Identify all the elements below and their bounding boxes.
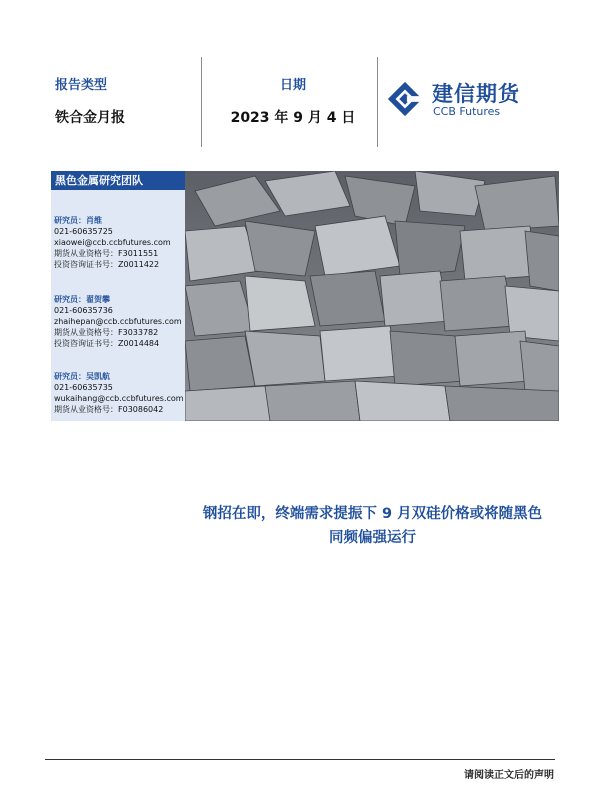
report-type-value: 铁合金月报 [55, 110, 125, 126]
analyst-license: 期货从业资格号：F3033782 [54, 328, 159, 337]
headline-line: 同频偏强运行 [329, 530, 416, 546]
analyst-phone: 021-60635736 [54, 306, 113, 315]
footer-disclaimer: 请阅读正文后的声明 [464, 770, 554, 781]
logo-name-en: CCB Futures [433, 105, 501, 118]
analyst-email: wukaihang@ccb.ccbfutures.com [54, 394, 184, 403]
analyst-phone: 021-60635735 [54, 383, 113, 392]
company-logo [386, 78, 556, 122]
ccb-logo-icon [386, 80, 424, 118]
analyst-license: 期货从业资格号：F3011551 [54, 249, 159, 258]
logo-name-cn: 建信期货 [432, 82, 520, 106]
date-value: 2023 年 9 月 4 日 [230, 110, 356, 126]
header-divider [377, 57, 378, 147]
report-type-block [55, 74, 125, 127]
analyst-advisory: 投资咨询证书号：Z0014484 [54, 339, 160, 348]
team-title: 黑色金属研究团队 [51, 171, 185, 190]
analyst-card [54, 294, 182, 349]
header-divider [201, 57, 202, 147]
ferroalloy-illustration [185, 171, 559, 421]
analyst-license: 期货从业资格号：F03086042 [54, 405, 164, 414]
analyst-email: zhaihepan@ccb.ccbfutures.com [54, 317, 182, 326]
analyst-email: xiaowei@ccb.ccbfutures.com [54, 238, 171, 247]
report-headline [175, 502, 570, 550]
date-label: 日期 [279, 78, 306, 93]
analyst-phone: 021-60635725 [54, 227, 113, 236]
analyst-advisory: 投资咨询证书号：Z0011422 [54, 260, 160, 269]
research-team-panel [51, 171, 185, 421]
footer-divider [45, 759, 555, 760]
analyst-card [54, 371, 184, 415]
ferroalloy-photo [185, 171, 559, 421]
analyst-name: 研究员：吴凯航 [54, 372, 110, 381]
analyst-name: 研究员：肖维 [54, 216, 102, 225]
analyst-card [54, 215, 171, 270]
analyst-name: 研究员：翟贺攀 [54, 295, 110, 304]
date-block [228, 74, 358, 127]
headline-line: 钢招在即，终端需求提振下 9 月双硅价格或将随黑色 [202, 506, 543, 522]
report-type-label: 报告类型 [55, 78, 108, 93]
